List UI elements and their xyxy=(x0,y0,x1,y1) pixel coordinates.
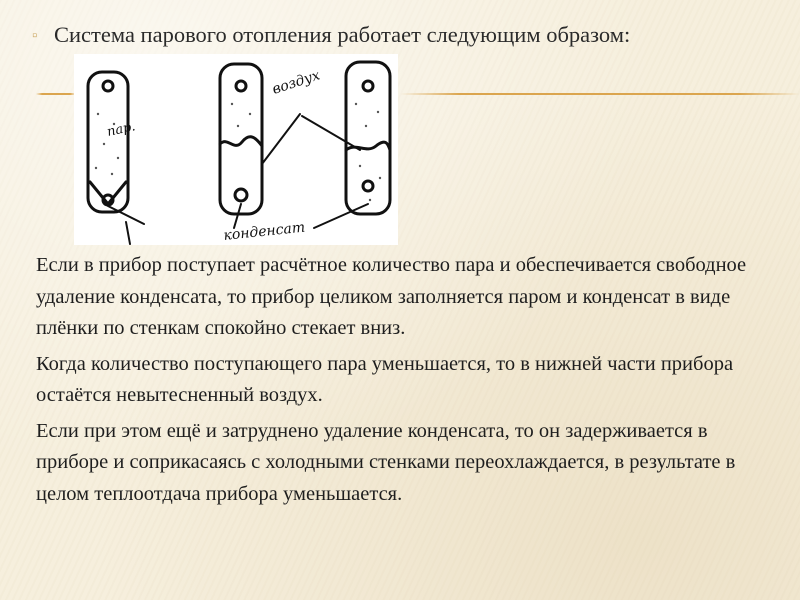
label-condensate: конденсат xyxy=(222,219,306,244)
steam-stipple xyxy=(95,103,381,201)
heater-3-top-valve xyxy=(363,81,373,91)
slide-title: Система парового отопления работает следующим образом: xyxy=(54,22,631,47)
paragraph-3: Если при этом ещё и затруднено удаление конденсата, то он задерживается в приборе и соприкасаясь с холодными стенками переохлаждается, в результате в целом теплоотдача прибора уменьшается. xyxy=(36,419,736,505)
label-air: воздух xyxy=(270,67,322,98)
heater-1-condensate-film xyxy=(90,182,126,204)
slide-title-row xyxy=(32,22,772,48)
condensate-leader-2 xyxy=(234,204,241,228)
condensate-leader-3 xyxy=(314,204,368,228)
steam-heater-diagram xyxy=(74,54,398,245)
slide-body xyxy=(36,250,776,514)
heater-1-top-valve xyxy=(103,81,113,91)
paragraph-2: Когда количество поступающего пара уменьшается, то в нижней части прибора остаётся невытесненный воздух. xyxy=(36,352,734,406)
pipe-stub xyxy=(126,222,130,244)
label-steam: пар. xyxy=(105,119,137,140)
accent-rule-right xyxy=(400,93,800,95)
heater-2-bottom-valve xyxy=(235,189,247,201)
heater-2-air-boundary xyxy=(220,137,262,146)
air-leader-line-2 xyxy=(302,116,360,150)
air-leader-line-1 xyxy=(262,114,300,164)
heater-1-outline xyxy=(88,72,128,212)
accent-rule-left xyxy=(36,93,76,95)
paragraph-1: Если в прибор поступает расчётное количество пара и обеспечивается свободное удаление конденсата, то прибор целиком заполняется паром и конденсат в виде плёнки по стенкам спокойно стекает вниз. xyxy=(36,254,747,339)
heater-3-bottom-valve xyxy=(363,181,373,191)
square-bullet-icon: ▫ xyxy=(32,28,38,44)
heater-2-top-valve xyxy=(236,81,246,91)
diagram-svg xyxy=(74,54,398,245)
